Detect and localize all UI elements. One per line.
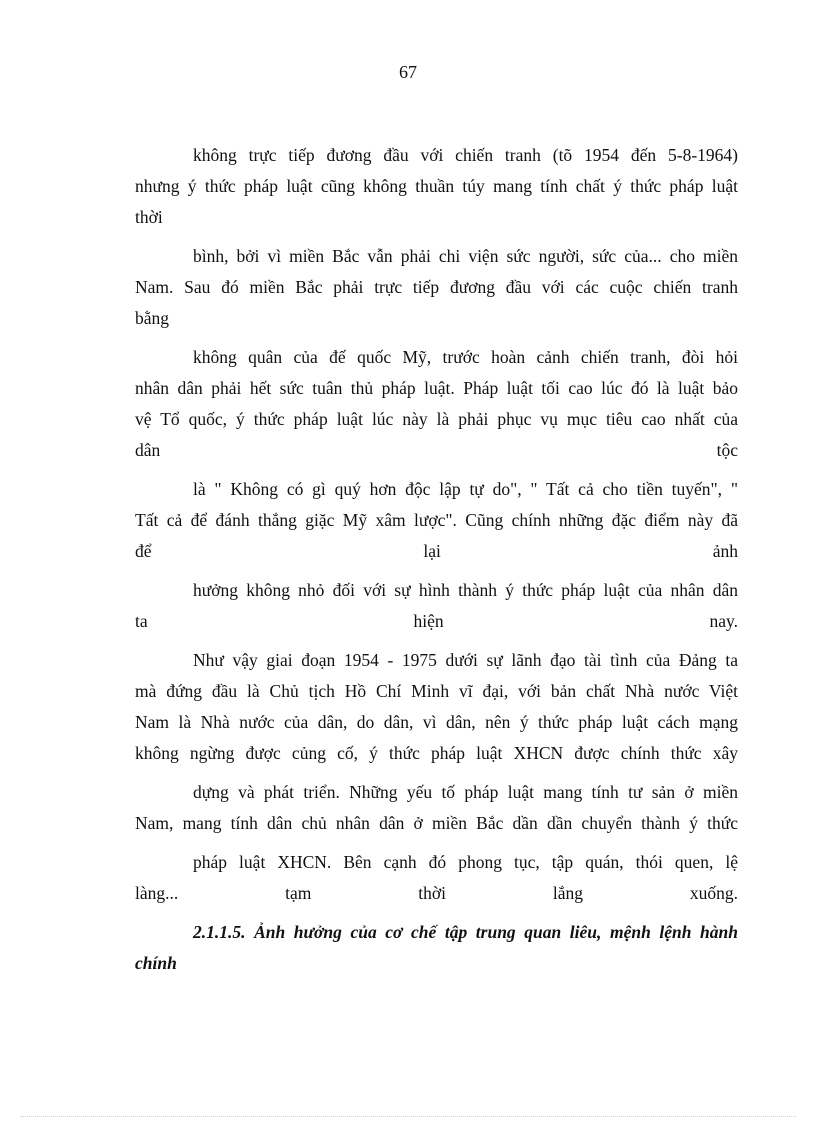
text-line: để lại ảnh xyxy=(135,541,738,561)
text-line: Như vậy giai đoạn 1954 - 1975 dưới sự lãnh đạo tài tình của Đảng ta xyxy=(193,650,738,670)
text-line: bằng xyxy=(135,308,170,328)
text-line: Nam, mang tính dân chủ nhân dân ở miền Bắc dần dần chuyển thành ý thức xyxy=(135,813,738,833)
body-text xyxy=(135,140,738,979)
text-line: không quân của đế quốc Mỹ, trước hoàn cảnh chiến tranh, đòi hỏi xyxy=(193,347,738,367)
text-line: vệ Tổ quốc, ý thức pháp luật lúc này là phải phục vụ mục tiêu cao nhất của xyxy=(135,409,738,429)
heading-line: 2.1.1.5. Ảnh hưởng của cơ chế tập trung quan liêu, mệnh lệnh hành xyxy=(193,922,738,942)
text-line: làng... tạm thời lắng xuống. xyxy=(135,883,738,903)
text-line: không ngừng được củng cố, ý thức pháp luật XHCN được chính thức xây xyxy=(135,743,738,763)
paragraph xyxy=(135,645,738,769)
heading-line: chính xyxy=(135,953,177,973)
text-line: dân tộc xyxy=(135,440,738,460)
paragraph xyxy=(135,140,738,233)
text-line: hưởng không nhỏ đối với sự hình thành ý thức pháp luật của nhân dân xyxy=(193,580,738,600)
paragraph xyxy=(135,777,738,839)
section-heading xyxy=(135,917,738,979)
text-line: dựng và phát triển. Những yếu tố pháp luật mang tính tư sản ở miền xyxy=(193,782,738,802)
text-line: là " Không có gì quý hơn độc lập tự do", " Tất cả cho tiền tuyến", " xyxy=(193,479,738,499)
text-line: ta hiện nay. xyxy=(135,611,738,631)
text-line: Nam là Nhà nước của dân, do dân, vì dân, nên ý thức pháp luật cách mạng xyxy=(135,712,738,732)
paragraph xyxy=(135,575,738,637)
text-line: Tất cả để đánh thắng giặc Mỹ xâm lược". Cũng chính những đặc điểm này đã xyxy=(135,510,738,530)
text-line: không trực tiếp đương đầu với chiến tranh (tõ 1954 đến 5-8-1964) xyxy=(193,145,738,165)
text-line: thời xyxy=(135,207,163,227)
page-number: 67 xyxy=(399,62,417,82)
paragraph xyxy=(135,847,738,909)
text-line: mà đứng đầu là Chủ tịch Hồ Chí Minh vĩ đại, với bản chất Nhà nước Việt xyxy=(135,681,738,701)
paragraph xyxy=(135,474,738,567)
text-line: nhưng ý thức pháp luật cũng không thuần túy mang tính chất ý thức pháp luật xyxy=(135,176,738,196)
text-line: nhân dân phải hết sức tuân thủ pháp luật. Pháp luật tối cao lúc đó là luật bảo xyxy=(135,378,738,398)
text-line: pháp luật XHCN. Bên cạnh đó phong tục, tập quán, thói quen, lệ xyxy=(193,852,738,872)
paragraph xyxy=(135,342,738,466)
text-line: bình, bởi vì miền Bắc vẫn phải chi viện sức người, sức của... cho miền xyxy=(193,246,738,266)
page-bottom-border xyxy=(20,1116,796,1117)
text-line: Nam. Sau đó miền Bắc phải trực tiếp đương đầu với các cuộc chiến tranh xyxy=(135,277,738,297)
paragraph xyxy=(135,241,738,334)
